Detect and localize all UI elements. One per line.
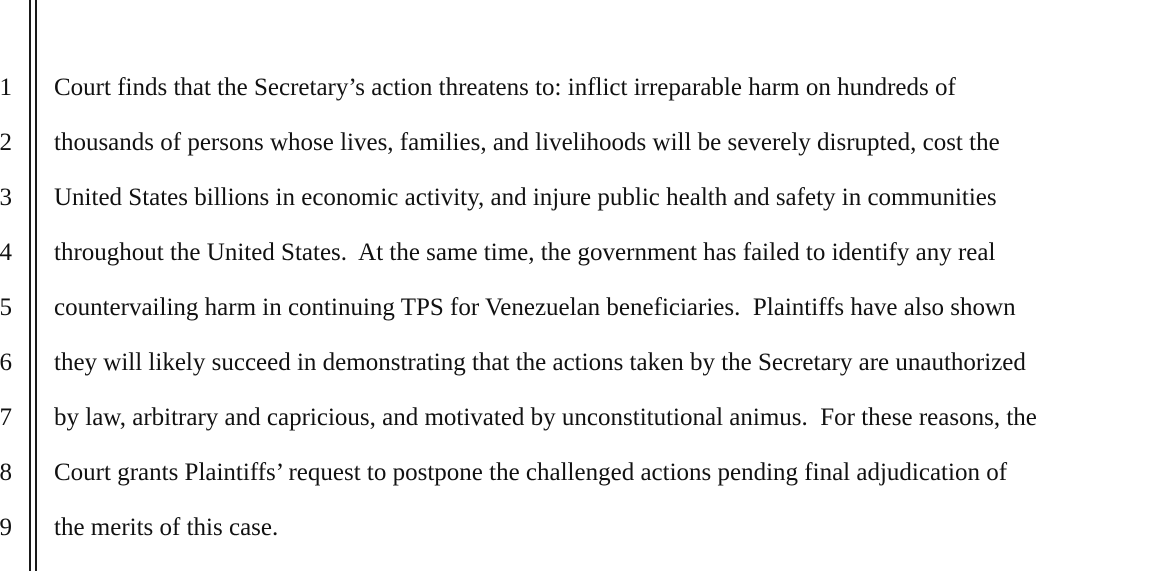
- line-number: 7: [0, 404, 12, 431]
- text-line: United States billions in economic activity, and injure public health and safety in communities: [54, 184, 997, 211]
- text-line: they will likely succeed in demonstrating that the actions taken by the Secretary are unauthorized: [54, 349, 1026, 376]
- text-line: thousands of persons whose lives, families, and livelihoods will be severely disrupted, cost the: [54, 129, 1000, 156]
- line-number: 8: [0, 459, 12, 486]
- text-line: Court finds that the Secretary’s action threatens to: inflict irreparable harm on hundreds of: [54, 74, 956, 101]
- text-line: throughout the United States. At the same time, the government has failed to identify any real: [54, 239, 996, 266]
- text-line: the merits of this case.: [54, 514, 279, 541]
- line-number: 5: [0, 294, 12, 321]
- line-number: 9: [0, 514, 12, 541]
- text-line: countervailing harm in continuing TPS for Venezuelan beneficiaries. Plaintiffs have also shown: [54, 294, 1016, 321]
- line-number: 3: [0, 184, 12, 211]
- line-number: 4: [0, 239, 12, 266]
- line-number: 1: [0, 74, 12, 101]
- line-number: 6: [0, 349, 12, 376]
- text-line: Court grants Plaintiffs’ request to postpone the challenged actions pending final adjudication of: [54, 459, 1008, 486]
- line-number: 2: [0, 129, 12, 156]
- text-line: by law, arbitrary and capricious, and motivated by unconstitutional animus. For these reasons, the: [54, 404, 1037, 431]
